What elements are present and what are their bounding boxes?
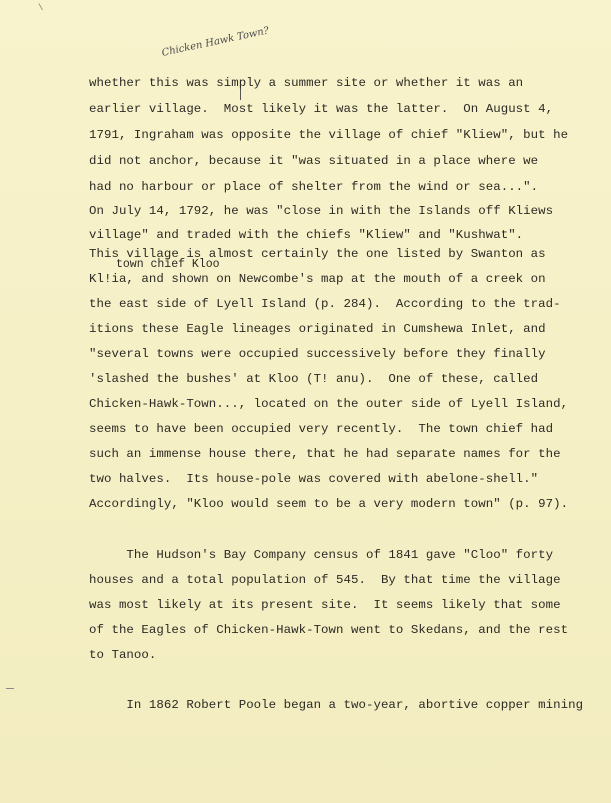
text-line: Accordingly, "Kloo would seem to be a very modern town" (p. 97). [89, 497, 569, 511]
handwritten-annotation: Chicken Hawk Town? [160, 25, 271, 59]
text-line: The Hudson's Bay Company census of 1841 gave "Cloo" forty [89, 548, 554, 562]
text-line: On July 14, 1792, he was "close in with the Islands off Kliews [89, 204, 554, 218]
text-line: 1791, Ingraham was opposite the village of chief "Kliew", but he [89, 128, 569, 142]
text-line: the east side of Lyell Island (p. 284). According to the trad- [89, 297, 561, 311]
text-line: earlier village. Most likely it was the latter. On August 4, [89, 102, 554, 116]
text-line: did not anchor, because it "was situated in a place where we [89, 154, 539, 168]
text-line: 'slashed the bushes' at Kloo (T! anu). One of these, called [89, 372, 539, 386]
text-line: two halves. Its house-pole was covered with abelone-shell." [89, 472, 539, 486]
text-line: village" and traded with the chiefs "Kliew" and "Kushwat". [89, 228, 524, 242]
text-line: Chicken-Hawk-Town..., located on the outer side of Lyell Island, [89, 397, 569, 411]
corner-mark: \ [38, 3, 44, 13]
inserted-text: town chief Kloo [116, 258, 220, 271]
text-line: whether this was simply a summer site or whether it was an [89, 76, 524, 90]
text-line: had no harbour or place of shelter from the wind or sea...". [89, 180, 539, 194]
margin-tick [6, 688, 14, 689]
text-line: such an immense house there, that he had separate names for the [89, 447, 561, 461]
text-line: itions these Eagle lineages originated in Cumshewa Inlet, and [89, 322, 546, 336]
text-line: to Tanoo. [89, 648, 157, 662]
text-line: Kl!ia, and shown on Newcombe's map at the mouth of a creek on [89, 272, 546, 286]
text-line: of the Eagles of Chicken-Hawk-Town went to Skedans, and the rest [89, 623, 569, 637]
text-line: seems to have been occupied very recently. The town chief had [89, 422, 554, 436]
text-line: This village is almost certainly the one listed by Swanton as [89, 247, 546, 261]
text-line: houses and a total population of 545. By that time the village [89, 573, 561, 587]
text-line: was most likely at its present site. It seems likely that some [89, 598, 561, 612]
text-line: "several towns were occupied successively before they finally [89, 347, 546, 361]
text-line: In 1862 Robert Poole began a two-year, abortive copper mining [89, 698, 584, 712]
